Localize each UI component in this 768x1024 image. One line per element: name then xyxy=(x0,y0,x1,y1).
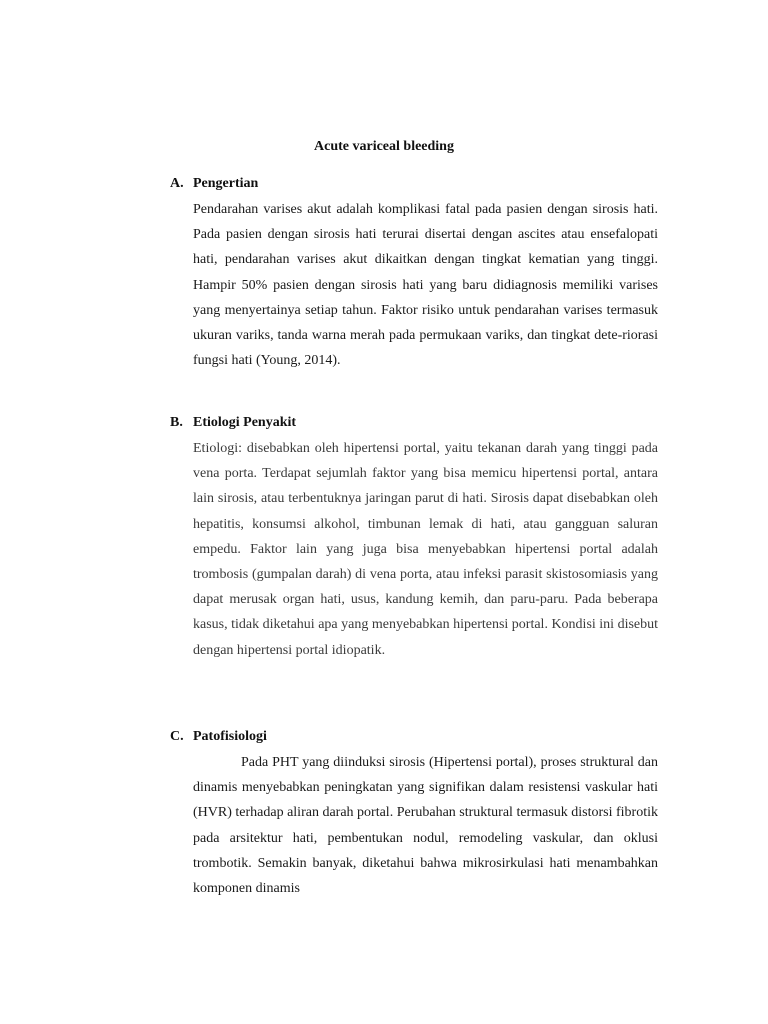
paragraph: Pada PHT yang diinduksi sirosis (Hipertensi portal), proses struktural dan dinamis menyebabkan peningkatan yang signifikan dalam resistensi vaskular hati (HVR) terhadap aliran darah portal. Perubahan struktural termasuk distorsi fibrotik pada arsitektur hati, pembentukan nodul, remodeling vaskular, dan oklusi trombotik. Semakin banyak, diketahui bahwa mikrosirkulasi hati menambahkan komponen dinamis xyxy=(193,755,658,897)
paragraph: Pendarahan varises akut adalah komplikasi fatal pada pasien dengan sirosis hati. Pada pasien dengan sirosis hati terurai disertai dengan ascites atau ensefalopati hati, pendarahan varises akut dikaitkan dengan tingkat kematian yang tinggi. Hampir 50% pasien dengan sirosis hati yang baru didiagnosis memiliki varises yang menyertainya setiap tahun. Faktor risiko untuk pendarahan varises termasuk ukuran variks, tanda warna merah pada permukaan variks, dan tingkat dete-riorasi fungsi hati (Young, 2014). xyxy=(193,202,658,369)
section-title: Etiologi Penyakit xyxy=(193,415,297,430)
section-patofisiologi xyxy=(170,727,660,901)
section-heading xyxy=(170,174,660,194)
section-body xyxy=(193,750,658,901)
section-heading xyxy=(170,727,660,747)
section-letter: C. xyxy=(170,729,184,744)
paragraph: Etiologi: disebabkan oleh hipertensi portal, yaitu tekanan darah yang tinggi pada vena porta. Terdapat sejumlah faktor yang bisa memicu hipertensi portal, antara lain sirosis, atau terbentuknya jaringan parut di hati. Sirosis dapat disebabkan oleh hepatitis, konsumsi alkohol, timbunan lemak di hati, atau gangguan saluran empedu. Faktor lain yang juga bisa menyebabkan hipertensi portal adalah trombosis (gumpalan darah) di vena porta, atau infeksi parasit skistosomiasis yang dapat merusak organ hati, usus, kandung kemih, dan paru-paru. Pada beberapa kasus, tidak diketahui apa yang menyebabkan hipertensi portal. Kondisi ini disebut dengan hipertensi portal idiopatik. xyxy=(193,441,659,658)
document-title: Acute variceal bleeding xyxy=(314,139,454,154)
section-title: Pengertian xyxy=(193,176,259,191)
section-letter: B. xyxy=(170,415,183,430)
section-letter: A. xyxy=(170,176,184,191)
section-etiologi-penyakit xyxy=(170,413,660,663)
section-body xyxy=(193,436,658,663)
section-pengertian xyxy=(170,174,660,373)
section-heading xyxy=(170,413,660,433)
section-body xyxy=(193,197,658,373)
section-title: Patofisiologi xyxy=(193,729,267,744)
